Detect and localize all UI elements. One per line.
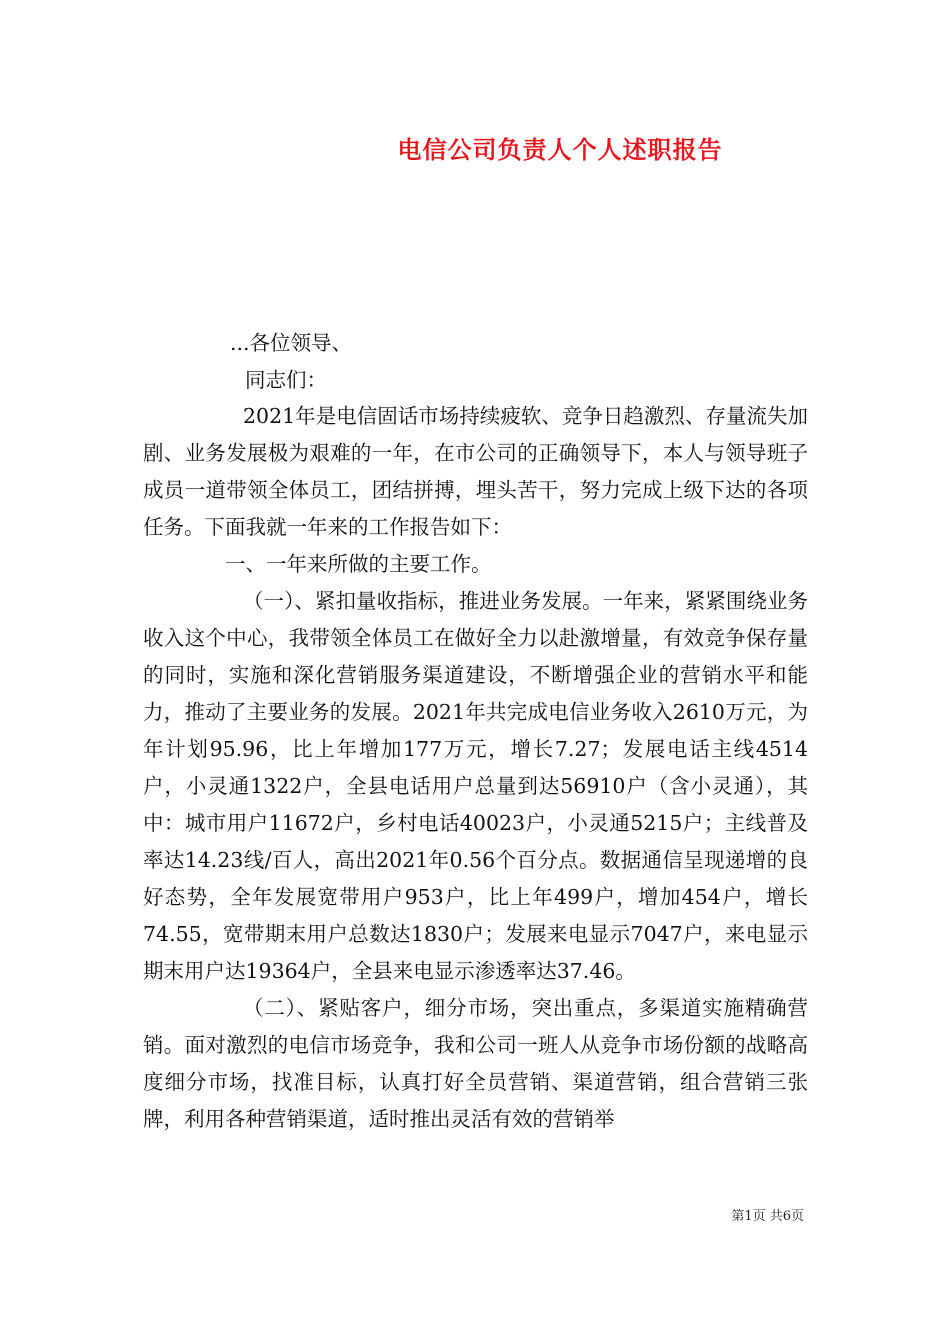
salutation-leaders: ...各位领导、 — [230, 331, 353, 355]
paragraph-intro: 2021年是电信固话市场持续疲软、竞争日趋激烈、存量流失加剧、业务发展极为艰难的一年，在市公司的正确领导下，本人与领导班子成员一道带领全体员工，团结拼搏，埋头苦干，努力完成上级下达的各项任务。下面我就一年来的工作报告如下： — [143, 404, 808, 539]
paragraph-item-1: （一）、紧扣量收指标，推进业务发展。一年来，紧紧围绕业务收入这个中心，我带领全体员工在做好全力以赴激增量，有效竞争保存量的同时，实施和深化营销服务渠道建设，不断增强企业的营销水平和能力，推动了主要业务的发展。2021年共完成电信业务收入2610万元，为年计划95.96，比上年增加177万元，增长7.27；发展电话主线4514户，小灵通1322户，全县电话用户总量到达56910户（含小灵通），其中：城市用户11672户，乡村电话40023户，小灵通5215户；主线普及率达14.23线/百人，高出2021年0.56个百分点。数据通信呈现递增的良好态势，全年发展宽带用户953户，比上年499户，增加454户，增长74.55，宽带期末用户总数达1830户；发展来电显示7047户，来电显示期末用户达19364户，全县来电显示渗透率达37.46。 — [143, 589, 808, 983]
paragraph-item-2: （二）、紧贴客户，细分市场，突出重点，多渠道实施精确营销。面对激烈的电信市场竞争，我和公司一班人从竞争市场份额的战略高度细分市场，找准目标，认真打好全员营销、渠道营销，组合营销三张牌，利用各种营销渠道，适时推出灵活有效的营销举 — [143, 996, 808, 1131]
document-title: 电信公司负责人个人述职报告 — [397, 135, 723, 164]
salutation-comrades: 同志们： — [245, 368, 327, 392]
document-body — [143, 398, 808, 1138]
page-footer: 第1页 共6页 — [731, 1209, 804, 1224]
section-heading: 一、一年来所做的主要工作。 — [225, 552, 492, 576]
